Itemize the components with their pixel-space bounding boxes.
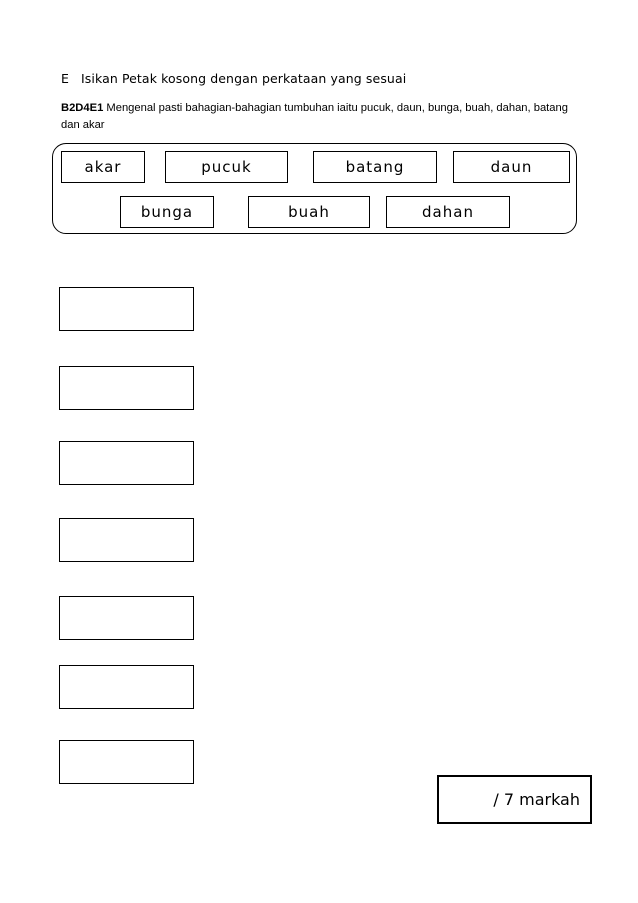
- section-instruction: Isikan Petak kosong dengan perkataan yang sesuai: [81, 71, 407, 86]
- word-akar: akar: [61, 151, 145, 183]
- answer-box-6[interactable]: [59, 665, 194, 709]
- answer-box-2[interactable]: [59, 366, 194, 410]
- section-heading: [61, 71, 406, 86]
- objective-text: Mengenal pasti bahagian-bahagian tumbuhan iaitu pucuk, daun, bunga, buah, dahan, batang dan akar: [61, 102, 568, 131]
- answer-box-4[interactable]: [59, 518, 194, 562]
- score-box: [437, 775, 592, 824]
- objective-code: B2D4E1: [61, 102, 104, 114]
- score-label: / 7 markah: [493, 790, 580, 809]
- word-dahan: dahan: [386, 196, 510, 228]
- learning-objective: [61, 100, 581, 134]
- section-letter: E: [61, 71, 69, 86]
- word-batang: batang: [313, 151, 437, 183]
- answer-box-5[interactable]: [59, 596, 194, 640]
- word-pucuk: pucuk: [165, 151, 288, 183]
- word-buah: buah: [248, 196, 370, 228]
- answer-box-3[interactable]: [59, 441, 194, 485]
- word-daun: daun: [453, 151, 570, 183]
- word-bunga: bunga: [120, 196, 214, 228]
- answer-box-7[interactable]: [59, 740, 194, 784]
- answer-box-1[interactable]: [59, 287, 194, 331]
